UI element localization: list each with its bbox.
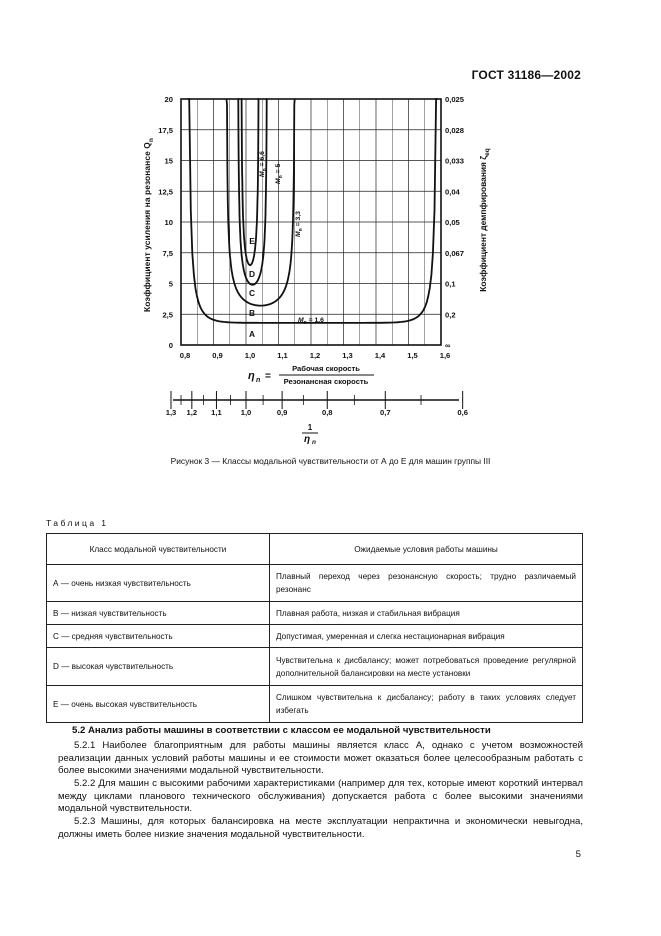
region-label-c: C <box>248 288 256 298</box>
table-cell-class: А — очень низкая чувствительность <box>47 565 270 602</box>
y-tick-label: 10 <box>164 218 173 227</box>
x-tick-label: 1,1 <box>277 351 288 360</box>
chart-grid <box>181 99 441 345</box>
y-tick-label: 5 <box>168 279 173 289</box>
inverse-numerator: 1 <box>307 423 313 432</box>
x-tick-label: 0,8 <box>179 351 191 360</box>
table-cell-class: D — высокая чувствительность <box>47 648 270 686</box>
curve-label-1-6: $M_n = 1,6$ <box>298 317 324 326</box>
table-label: Таблица 1 <box>46 518 109 528</box>
paragraph-5-2-2: 5.2.2 Для машин с высокими рабочими характеристиками (например для тех, которые имеют короткий интервал между циклами планового технического обслуживания) допускается работа с более высокими значениями модальной чувствительности. <box>58 778 583 815</box>
ratio-denominator: Резонансная скорость <box>283 377 369 386</box>
region-label-e: E <box>249 236 255 246</box>
x-tick-label: 1,0 <box>244 351 256 360</box>
y2-tick-label: 0,025 <box>445 95 465 104</box>
y2-tick-label: ∞ <box>445 341 451 350</box>
figure-caption: Рисунок 3 — Классы модальной чувствительности от А до Е для машин группы III <box>170 456 491 466</box>
y-tick-label: 12,5 <box>158 187 173 197</box>
inverse-eta-subscript: n <box>312 439 316 446</box>
table-cell-conditions: Допустимая, умеренная и слегка нестационарная вибрация <box>270 625 583 648</box>
table-row <box>47 648 583 686</box>
inverse-axis-tick-label: 0,6 <box>457 408 468 417</box>
table-cell-conditions: Плавная работа, низкая и стабильная вибрация <box>270 602 583 625</box>
inverse-axis-tick-label: 0,7 <box>380 408 391 417</box>
inverse-axis-tick-label: 0,8 <box>321 408 333 417</box>
table-cell-class: С — средняя чувствительность <box>47 625 270 648</box>
table-cell-conditions: Плавный переход через резонансную скорость; трудно различаемый резонанс <box>270 565 583 602</box>
inverse-axis-tick-label: 1,3 <box>165 408 177 417</box>
y2-tick-label: 0,04 <box>445 187 460 197</box>
section-heading: 5.2 Анализ работы машины в соответствии с классом ее модальной чувствительности <box>72 725 491 736</box>
y-tick-label: 15 <box>164 156 173 166</box>
curve-series-1 <box>188 99 438 323</box>
paragraph-5-2-1: 5.2.1 Наиболее благоприятным для работы машины является класс А, однако с учетом возможностей реализации данных условий работы машины и ее стоимости может оказаться более целесообразным работать с более высокими значениями модальной чувствительности. <box>58 740 583 777</box>
table-cell-class: Е — очень высокая чувствительность <box>47 686 270 723</box>
inverse-axis-tick-label: 1,2 <box>186 408 198 417</box>
inverse-eta-symbol: η <box>304 434 311 445</box>
y-tick-label: 17,5 <box>158 125 173 135</box>
inverse-axis-formula <box>302 423 318 446</box>
modal-sensitivity-chart <box>0 0 661 450</box>
y2-tick-label: 0,028 <box>445 125 465 135</box>
ratio-numerator: Рабочая скорость <box>292 364 360 373</box>
y-tick-label: 7,5 <box>162 248 173 258</box>
table-row <box>47 686 583 723</box>
x-axis-formula <box>248 364 374 386</box>
x-tick-label: 1,3 <box>342 351 353 360</box>
table-header-class: Класс модальной чувствительности <box>47 534 270 565</box>
y-tick-label: 2,5 <box>162 310 173 320</box>
y2-tick-label: 0,067 <box>445 248 465 258</box>
document-header: ГОСТ 31186—2002 <box>471 68 581 82</box>
region-label-b: B <box>248 308 256 318</box>
table-cell-conditions: Чувствительна к дисбалансу; может потребоваться проведение регулярной дополнительной балансировки на месте установки <box>270 648 583 686</box>
y2-tick-label: 0,1 <box>445 279 456 289</box>
page-number: 5 <box>575 849 581 860</box>
x-tick-label: 1,4 <box>374 351 386 360</box>
inverse-axis-tick-label: 1,0 <box>240 408 252 417</box>
y2-tick-label: 0,05 <box>445 218 460 227</box>
y2-tick-label: 0,2 <box>445 310 456 320</box>
x-tick-label: 1,2 <box>309 351 321 360</box>
table-row <box>47 602 583 625</box>
chart-curves <box>188 99 438 323</box>
curve-label-3-3: $M_n = 3,3$ <box>295 211 304 237</box>
curve-label-6-6: $M_n = 6,6$ <box>259 151 268 177</box>
plot-area <box>181 99 441 345</box>
table-row <box>47 625 583 648</box>
y-tick-label: 20 <box>164 95 173 104</box>
y-tick-label: 0 <box>168 341 173 350</box>
inverse-speed-axis <box>166 391 468 417</box>
right-axis-title <box>478 148 491 291</box>
region-label-a: A <box>248 329 256 339</box>
svg-text:Коэффициент демпфирования ζeq: Коэффициент демпфирования $\zeta_{eq}$ <box>478 148 491 292</box>
x-tick-label: 0,9 <box>212 351 223 360</box>
x-tick-label: 1,6 <box>439 351 451 360</box>
equals-sign: = <box>265 371 271 382</box>
region-label-d: D <box>248 269 256 279</box>
paragraph-5-2-3: 5.2.3 Машины, для которых балансировка на месте эксплуатации непрактична и экономически невыгодна, должны иметь более низкие значения модальной чувствительности. <box>58 816 583 840</box>
y2-tick-label: 0,033 <box>445 156 465 166</box>
curve-label-5: $M_n = 5$ <box>275 163 284 184</box>
eta-subscript: n <box>256 377 261 384</box>
sensitivity-table <box>46 533 583 723</box>
inverse-axis-tick-label: 1,1 <box>211 408 222 417</box>
table-header-row <box>47 534 583 565</box>
left-axis-title <box>142 138 155 312</box>
table-row <box>47 565 583 602</box>
table-cell-conditions: Слишком чувствительна к дисбалансу; работу в таких условиях следует избегать <box>270 686 583 723</box>
table-cell-class: В — низкая чувствительность <box>47 602 270 625</box>
eta-symbol: η <box>248 370 255 382</box>
table-header-conditions: Ожидаемые условия работы машины <box>270 534 583 565</box>
x-tick-label: 1,5 <box>407 351 418 360</box>
svg-text:Коэффициент усиления на резона: Коэффициент усиления на резонансе $Q_n$ <box>142 138 155 312</box>
inverse-axis-tick-label: 0,9 <box>276 408 288 417</box>
